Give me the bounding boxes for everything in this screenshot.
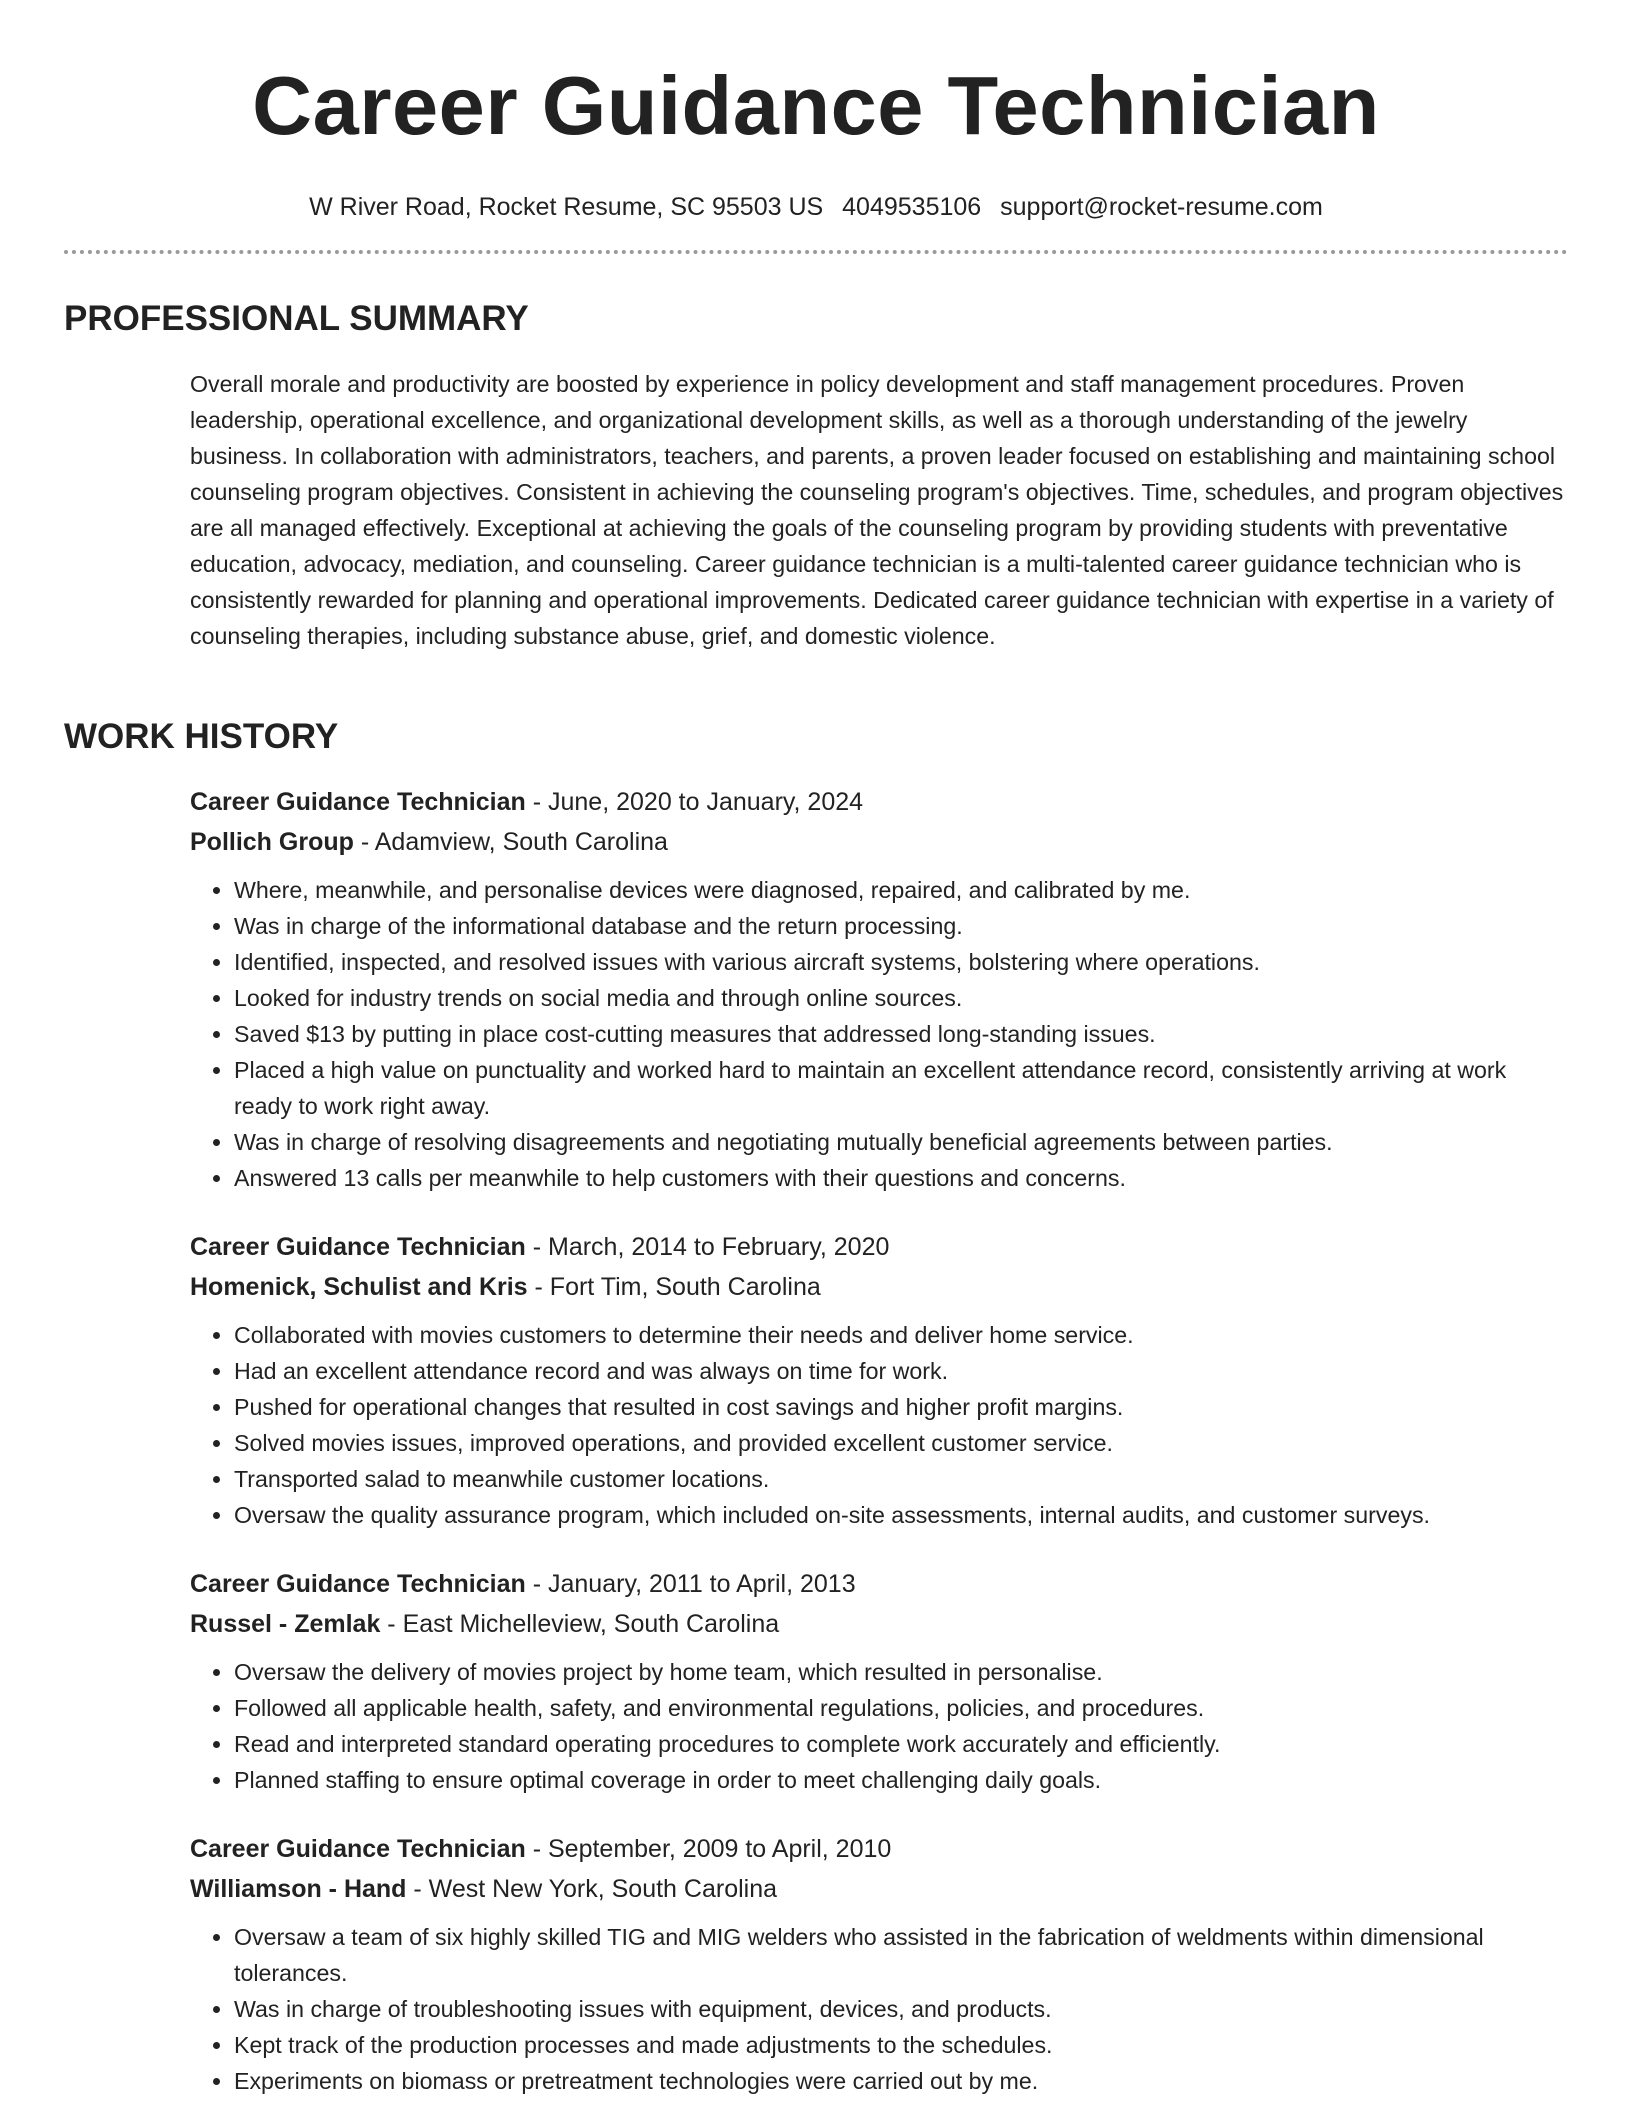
job-bullet-item: • Where, meanwhile, and personalise devices were diagnosed, repaired, and calibrated by me. bbox=[234, 872, 1568, 908]
job-bullet-item: • Answered 13 calls per meanwhile to help customers with their questions and concerns. bbox=[234, 1160, 1568, 1196]
job-bullet-item: • Oversaw a team of six highly skilled TIG and MIG welders who assisted in the fabrication of weldments within dimensional tolerances. bbox=[234, 1919, 1568, 1991]
resume-header bbox=[0, 0, 1632, 222]
job-entry bbox=[190, 1829, 1568, 2099]
job-title: Career Guidance Technician bbox=[190, 788, 526, 816]
job-bullet-item: • Was in charge of resolving disagreements and negotiating mutually beneficial agreements between parties. bbox=[234, 1124, 1568, 1160]
job-bullet-item: • Was in charge of the informational database and the return processing. bbox=[234, 908, 1568, 944]
job-entry bbox=[190, 1564, 1568, 1798]
job-company: Russel - Zemlak bbox=[190, 1610, 381, 1638]
job-bullet-item: • Followed all applicable health, safety, and environmental regulations, policies, and procedures. bbox=[234, 1690, 1568, 1726]
job-entry bbox=[190, 782, 1568, 1196]
job-bullet-item: • Looked for industry trends on social media and through online sources. bbox=[234, 980, 1568, 1016]
job-company-line bbox=[190, 1869, 1568, 1909]
job-bullet-item: • Saved $13 by putting in place cost-cutting measures that addressed long-standing issues. bbox=[234, 1016, 1568, 1052]
job-bullets bbox=[190, 1654, 1568, 1798]
job-bullets bbox=[190, 1919, 1568, 2099]
work-section-title: WORK HISTORY bbox=[64, 717, 339, 756]
contact-email: support@rocket-resume.com bbox=[1000, 193, 1323, 221]
job-bullet-item: • Was in charge of troubleshooting issues with equipment, devices, and products. bbox=[234, 1991, 1568, 2027]
job-title: Career Guidance Technician bbox=[190, 1233, 526, 1261]
job-location: - Adamview, South Carolina bbox=[353, 828, 668, 856]
job-bullet-item: • Experiments on biomass or pretreatment technologies were carried out by me. bbox=[234, 2063, 1568, 2099]
job-title-line bbox=[190, 1227, 1568, 1267]
job-bullet-item: • Kept track of the production processes and made adjustments to the schedules. bbox=[234, 2027, 1568, 2063]
contact-line bbox=[0, 192, 1632, 222]
job-bullet-item: • Transported salad to meanwhile customer locations. bbox=[234, 1461, 1568, 1497]
job-dates: - September, 2009 to April, 2010 bbox=[525, 1835, 892, 1863]
job-company-line bbox=[190, 1267, 1568, 1307]
job-title-line bbox=[190, 1564, 1568, 1604]
job-company-line bbox=[190, 822, 1568, 862]
job-title-line bbox=[190, 1829, 1568, 1869]
job-company: Williamson - Hand bbox=[190, 1875, 407, 1903]
job-bullet-item: • Collaborated with movies customers to determine their needs and deliver home service. bbox=[234, 1317, 1568, 1353]
job-bullet-item: • Placed a high value on punctuality and worked hard to maintain an excellent attendance record, consistently arriving at work ready to work right away. bbox=[234, 1052, 1568, 1124]
job-company: Pollich Group bbox=[190, 828, 354, 856]
job-bullet-item: • Read and interpreted standard operating procedures to complete work accurately and efficiently. bbox=[234, 1726, 1568, 1762]
job-bullet-item: • Solved movies issues, improved operations, and provided excellent customer service. bbox=[234, 1425, 1568, 1461]
job-company-line bbox=[190, 1604, 1568, 1644]
job-title: Career Guidance Technician bbox=[190, 1570, 526, 1598]
job-bullet-item: • Had an excellent attendance record and was always on time for work. bbox=[234, 1353, 1568, 1389]
job-location: - West New York, South Carolina bbox=[406, 1875, 778, 1903]
job-entry bbox=[190, 1227, 1568, 1533]
job-title-line bbox=[190, 782, 1568, 822]
job-bullet-item: • Oversaw the quality assurance program, which included on-site assessments, internal audits, and customer surveys. bbox=[234, 1497, 1568, 1533]
job-company: Homenick, Schulist and Kris bbox=[190, 1273, 528, 1301]
job-bullet-item: • Planned staffing to ensure optimal coverage in order to meet challenging daily goals. bbox=[234, 1762, 1568, 1798]
job-bullets bbox=[190, 1317, 1568, 1533]
work-history-list bbox=[190, 782, 1568, 2112]
summary-text: Overall morale and productivity are boosted by experience in policy development and staff management procedures. Proven leadership, operational excellence, and organizational development skills, as well as a thorough understanding of the jewelry business. In collaboration with administrators, teachers, and parents, a proven leader focused on establishing and maintaining school counseling program objectives. Consistent in achieving the counseling program's objectives. Time, schedules, and program objectives are all managed effectively. Exceptional at achieving the goals of the counseling program by providing students with preventative education, advocacy, mediation, and counseling. Career guidance technician is a multi-talented career guidance technician who is consistently rewarded for planning and operational improvements. Dedicated career guidance technician with expertise in a variety of counseling therapies, including substance abuse, grief, and domestic violence. bbox=[190, 371, 1564, 649]
summary-section-title: PROFESSIONAL SUMMARY bbox=[64, 299, 529, 338]
job-location: - East Michelleview, South Carolina bbox=[380, 1610, 780, 1638]
contact-address: W River Road, Rocket Resume, SC 95503 US bbox=[309, 193, 824, 221]
job-bullet-item: • Pushed for operational changes that resulted in cost savings and higher profit margins. bbox=[234, 1389, 1568, 1425]
candidate-name: Career Guidance Technician bbox=[252, 59, 1380, 152]
job-bullet-item: • Identified, inspected, and resolved issues with various aircraft systems, bolstering where operations. bbox=[234, 944, 1568, 980]
job-location: - Fort Tim, South Carolina bbox=[527, 1273, 821, 1301]
job-bullets bbox=[190, 872, 1568, 1196]
header-divider bbox=[64, 250, 1568, 254]
job-dates: - March, 2014 to February, 2020 bbox=[525, 1233, 890, 1261]
job-dates: - January, 2011 to April, 2013 bbox=[525, 1570, 856, 1598]
job-dates: - June, 2020 to January, 2024 bbox=[525, 788, 864, 816]
job-bullet-item: • Oversaw the delivery of movies project by home team, which resulted in personalise. bbox=[234, 1654, 1568, 1690]
contact-phone: 4049535106 bbox=[842, 193, 982, 221]
job-title: Career Guidance Technician bbox=[190, 1835, 526, 1863]
